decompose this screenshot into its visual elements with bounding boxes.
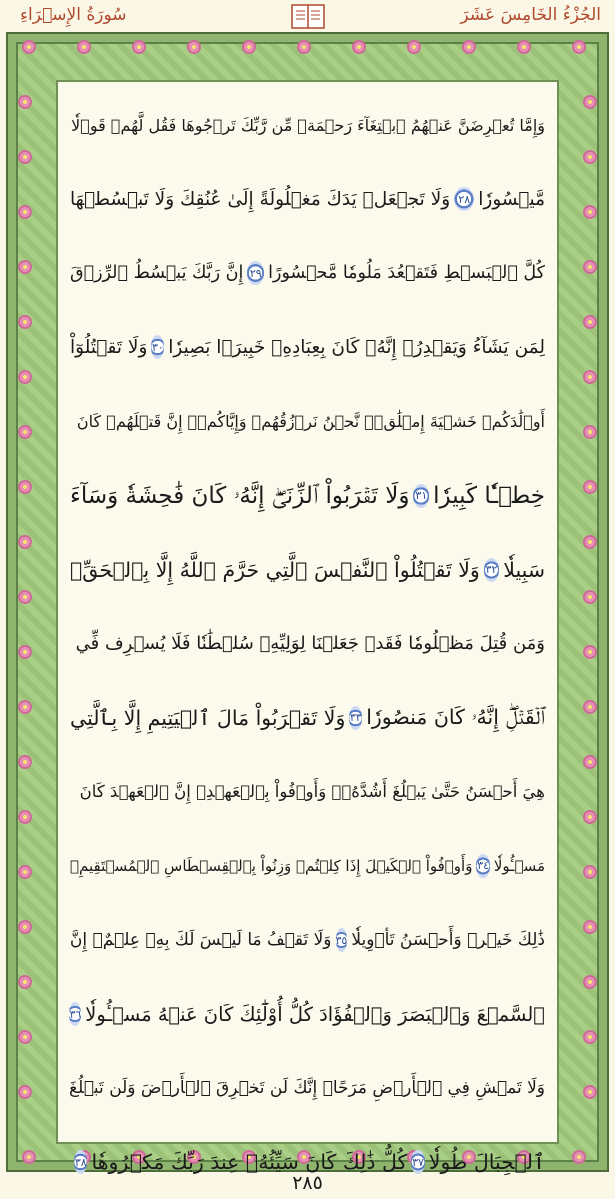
ayah-number-marker: ٣٥	[336, 928, 348, 952]
flower-ornament	[583, 150, 597, 164]
flower-ornament	[583, 480, 597, 494]
flower-ornament	[18, 315, 32, 329]
ayah-number-marker: ٣٧	[411, 1150, 424, 1174]
verse-line	[70, 88, 545, 162]
page-header	[0, 0, 615, 32]
ayah-number-marker: ٣٣	[349, 706, 362, 730]
ayah-number-marker: ٣٢	[484, 558, 499, 582]
verse-line	[70, 384, 545, 458]
flower-ornament	[18, 920, 32, 934]
flower-ornament	[583, 205, 597, 219]
verse-text: وَأَوۡفُواْ ٱلۡكَيۡلَ إِذَا كِلۡتُمۡ وَزِنُواْ بِٱلۡقِسۡطَاسِ ٱلۡمُسۡتَقِيمِۚ	[70, 856, 473, 875]
verse-text: كُلُّ ذَٰلِكَ كَانَ سَيِّئُهُۥ عِندَ رَبِّكَ مَكۡرُوهٗا	[91, 1150, 408, 1175]
flower-ornament	[18, 810, 32, 824]
flower-ornament	[572, 40, 586, 54]
flower-ornament	[583, 755, 597, 769]
flower-ornament	[18, 1030, 32, 1044]
verse-line	[70, 236, 545, 310]
verse-text: وَلَا تَقۡرَبُواْ مَالَ ٱلۡيَتِيمِ إِلَّا بِٱلَّتِي	[70, 705, 346, 730]
ayah-number-marker: ٣٤	[476, 854, 489, 878]
flower-ornament	[18, 590, 32, 604]
verse-line	[70, 755, 545, 829]
flower-ornament	[407, 40, 421, 54]
verse-text: سَبِيلٗا	[503, 557, 545, 582]
flower-ornament	[583, 975, 597, 989]
flower-ornament	[583, 590, 597, 604]
verse-line	[70, 903, 545, 977]
verse-lines	[70, 88, 545, 1199]
flower-ornament	[462, 40, 476, 54]
flower-ornament	[18, 260, 32, 274]
book-icon[interactable]	[289, 2, 327, 30]
flower-ornament	[583, 700, 597, 714]
flower-ornament	[572, 1150, 586, 1164]
verse-text: وَإِمَّا تُعۡرِضَنَّ عَنۡهُمُ ٱبۡتِغَآءَ رَحۡمَةٖ مِّن رَّبِّكَ تَرۡجُوهَا فَقُل لَّهُمۡ قَوۡلٗا	[71, 115, 545, 135]
flower-ornament	[352, 40, 366, 54]
flower-ornament	[18, 95, 32, 109]
verse-text: وَلَا تَقۡرَبُواْ ٱلزِّنَىٰٓۖ إِنَّهُۥ كَانَ فَٰحِشَةٗ وَسَآءَ	[70, 482, 410, 509]
flower-ornament	[18, 205, 32, 219]
flower-ornament	[18, 1085, 32, 1099]
flower-ornament	[18, 535, 32, 549]
verse-text: هِيَ أَحۡسَنُ حَتَّىٰ يَبۡلُغَ أَشُدَّهُۥۚ وَأَوۡفُواْ بِٱلۡعَهۡدِۖ إِنَّ ٱلۡعَهۡدَ كَانَ	[79, 782, 545, 802]
verse-text: خِطۡـٔٗا كَبِيرٗا	[433, 482, 545, 509]
ayah-number-marker: ٣١	[413, 484, 429, 508]
flower-ornament	[517, 40, 531, 54]
flower-ornament	[583, 920, 597, 934]
verse-text: مَسۡـُٔولٗا	[493, 856, 545, 875]
verse-line	[70, 607, 545, 681]
flower-ornament	[242, 40, 256, 54]
flower-ornament	[583, 315, 597, 329]
flower-ornament	[18, 975, 32, 989]
flower-ornament	[132, 40, 146, 54]
verse-line	[70, 829, 545, 903]
surah-title: سُورَةُ الإِسۡرَاءِ	[20, 5, 127, 25]
verse-text: لِمَن يَشَآءُ وَيَقۡدِرُۚ إِنَّهُۥ كَانَ بِعِبَادِهِۦ خَبِيرَۢا بَصِيرٗا	[168, 336, 545, 358]
flower-ornament	[583, 1030, 597, 1044]
flower-ornament	[77, 40, 91, 54]
verse-text: أَوۡلَٰدَكُمۡ خَشۡيَةَ إِمۡلَٰقٖۖ نَّحۡنُ نَرۡزُقُهُمۡ وَإِيَّاكُمۡۚ إِنَّ قَتۡلَهُمۡ كَانَ	[76, 411, 545, 431]
verse-text: وَلَا تَقۡتُلُوٓاْ	[70, 336, 148, 358]
verse-text: ٱلۡقَتۡلِۖ إِنَّهُۥ كَانَ مَنصُورٗا	[366, 705, 545, 730]
verse-text: كُلَّ ٱلۡبَسۡطِ فَتَقۡعُدَ مَلُومٗا مَّحۡسُورًا	[268, 263, 545, 284]
flower-ornament	[22, 1150, 36, 1164]
flower-ornament	[583, 95, 597, 109]
verse-text: وَلَا تَقۡتُلُواْ ٱلنَّفۡسَ ٱلَّتِي حَرَّمَ ٱللَّهُ إِلَّا بِٱلۡحَقِّۗ	[70, 557, 480, 582]
ayah-number-marker: ٣٠	[151, 335, 164, 359]
verse-text: إِنَّ رَبَّكَ يَبۡسُطُ ٱلرِّزۡقَ	[70, 263, 244, 284]
flower-ornament	[583, 810, 597, 824]
verse-line	[70, 162, 545, 236]
flower-ornament	[583, 535, 597, 549]
flower-ornament	[297, 40, 311, 54]
verse-line	[70, 533, 545, 607]
verse-line	[70, 310, 545, 384]
flower-ornament	[583, 260, 597, 274]
verse-text: وَلَا تَمۡشِ فِي ٱلۡأَرۡضِ مَرَحًاۖ إِنَّكَ لَن تَخۡرِقَ ٱلۡأَرۡضَ وَلَن تَبۡلُغَ	[69, 1078, 545, 1099]
flower-ornament	[22, 40, 36, 54]
verse-text: وَلَا تَجۡعَلۡ يَدَكَ مَغۡلُولَةً إِلَىٰ عُنُقِكَ وَلَا تَبۡسُطۡهَا	[70, 188, 451, 210]
ayah-number-marker: ٢٩	[247, 261, 264, 285]
flower-ornament	[187, 40, 201, 54]
flower-ornament	[18, 370, 32, 384]
verse-text: ٱلۡجِبَالَ طُولٗا	[428, 1150, 545, 1175]
ayah-number-marker: ٣٨	[74, 1150, 87, 1174]
verse-line	[70, 977, 545, 1051]
verse-text: وَمَن قُتِلَ مَظۡلُومٗا فَقَدۡ جَعَلۡنَا لِوَلِيِّهِۦ سُلۡطَٰنٗا فَلَا يُسۡرِف فِّي	[75, 633, 545, 655]
flower-ornament	[18, 865, 32, 879]
flower-ornament	[583, 1085, 597, 1099]
verse-text: وَلَا تَقۡفُ مَا لَيۡسَ لَكَ بِهِۦ عِلۡمٌۚ إِنَّ	[69, 930, 332, 951]
flower-ornament	[18, 425, 32, 439]
flower-ornament	[18, 645, 32, 659]
verse-line	[70, 681, 545, 755]
ayah-number-marker: ٢٨	[454, 187, 474, 211]
verse-line	[70, 458, 545, 532]
juz-title: الجُزْءُ الخَامِسَ عَشَرَ	[460, 5, 601, 25]
flower-ornament	[583, 865, 597, 879]
flower-ornament	[583, 425, 597, 439]
verse-text: ذَٰلِكَ خَيۡرٞ وَأَحۡسَنُ تَأۡوِيلٗا	[351, 930, 545, 951]
verse-text: ٱلسَّمۡعَ وَٱلۡبَصَرَ وَٱلۡفُؤَادَ كُلُّ أُوْلَٰٓئِكَ كَانَ عَنۡهُ مَسۡـُٔولٗا	[85, 1002, 545, 1026]
flower-ornament	[18, 700, 32, 714]
page-number: ٢٨٥	[292, 1172, 323, 1194]
flower-ornament	[18, 480, 32, 494]
flower-ornament	[583, 645, 597, 659]
flower-ornament	[18, 755, 32, 769]
verse-text: مَّيۡسُورٗا	[478, 188, 545, 210]
flower-ornament	[18, 150, 32, 164]
verse-line	[70, 1051, 545, 1125]
ayah-number-marker: ٣٦	[69, 1002, 81, 1026]
flower-ornament	[583, 370, 597, 384]
